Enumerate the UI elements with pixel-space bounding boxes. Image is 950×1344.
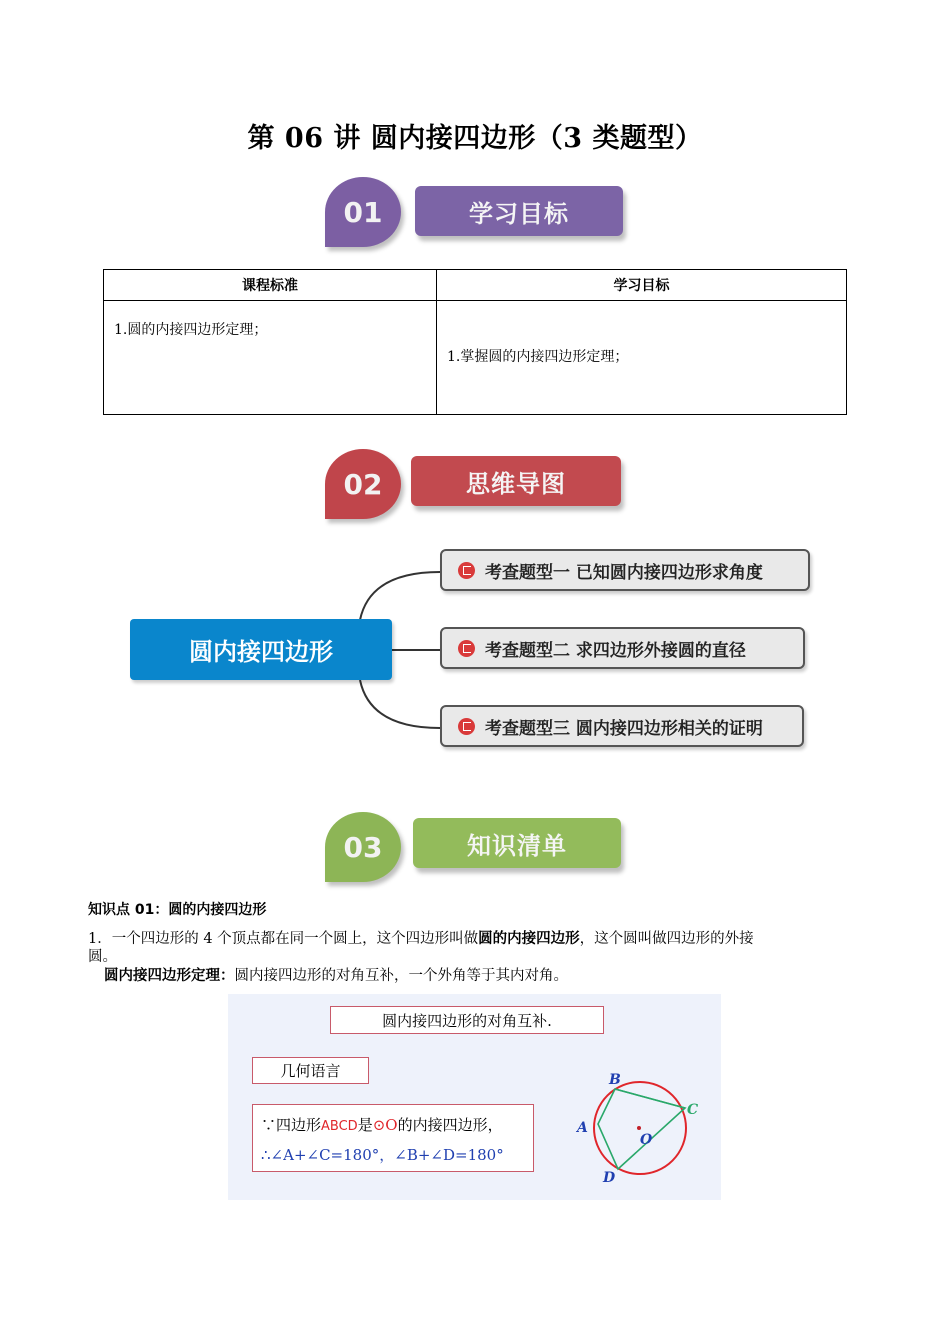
figure-banner: 圆内接四边形的对角互补. [330,1006,604,1034]
proof-text: 的内接四边形， [397,1116,503,1134]
table-header: 课程标准 [104,270,437,301]
proof-text-highlight: ⊙O [372,1116,398,1134]
section-number-badge: 01 [325,177,401,247]
cell-text: 1.圆的内接四边形定理； [114,322,268,338]
inscribed-quadrilateral-diagram [573,1066,708,1191]
table-header: 学习目标 [437,270,847,301]
para-text: 圆。 [88,949,117,965]
knowledge-paragraph [88,930,868,966]
table-cell [104,301,437,415]
theorem-figure [228,994,721,1200]
theorem-label: 圆内接四边形定理： [104,967,235,984]
mindmap-node-label: 考查题型一 已知圆内接四边形求角度 [485,562,763,583]
mindmap-node-label: 考查题型二 求四边形外接圆的直径 [485,640,746,661]
proof-text: 是 [357,1116,373,1134]
bold-term: 圆的内接四边形 [478,930,580,947]
flag-icon [458,562,475,579]
point-label-o: O [640,1132,653,1148]
quadrilateral-abcd [598,1089,685,1169]
table-cell [437,301,847,415]
section-label-knowledge: 知识清单 [413,818,621,868]
knowledge-heading: 知识点 01：圆的内接四边形 [88,902,267,918]
course-table [103,269,847,415]
geometry-language-tag: 几何语言 [252,1057,369,1084]
flag-icon [458,718,475,735]
point-label-d: D [603,1170,616,1186]
flag-icon [458,640,475,657]
theorem-text: 圆内接四边形的对角互补，一个外角等于其内对角。 [234,968,568,984]
section-label-mindmap: 思维导图 [411,456,621,506]
proof-text: ∵四边形 [261,1116,322,1134]
mindmap-node [440,705,804,747]
para-text: 1．一个四边形的 4 个顶点都在同一个圆上，这个四边形叫做 [88,931,479,947]
proof-line-1 [261,1111,525,1141]
point-label-a: A [577,1120,588,1136]
proof-line-2: ∴∠A+∠C=180°，∠B+∠D=180° [261,1146,504,1164]
mindmap-node [440,627,805,669]
point-label-b: B [609,1072,621,1088]
mindmap-node [440,549,810,591]
theorem-line [104,967,568,985]
cell-text: 1.掌握圆的内接四边形定理； [447,349,629,365]
section-number-badge: 02 [325,449,401,519]
point-label-c: C [687,1102,699,1118]
section-number-badge: 03 [325,812,401,882]
section-label-learning-goals: 学习目标 [415,186,623,236]
center-point [637,1126,641,1130]
para-text: ，这个圆叫做四边形的外接 [579,931,754,947]
page-title: 第 06 讲 圆内接四边形（3 类题型） [247,123,703,154]
mindmap-root: 圆内接四边形 [130,619,392,680]
mindmap-node-label: 考查题型三 圆内接四边形相关的证明 [485,718,763,739]
proof-box [252,1104,534,1172]
proof-text-highlight: ABCD [321,1119,358,1134]
